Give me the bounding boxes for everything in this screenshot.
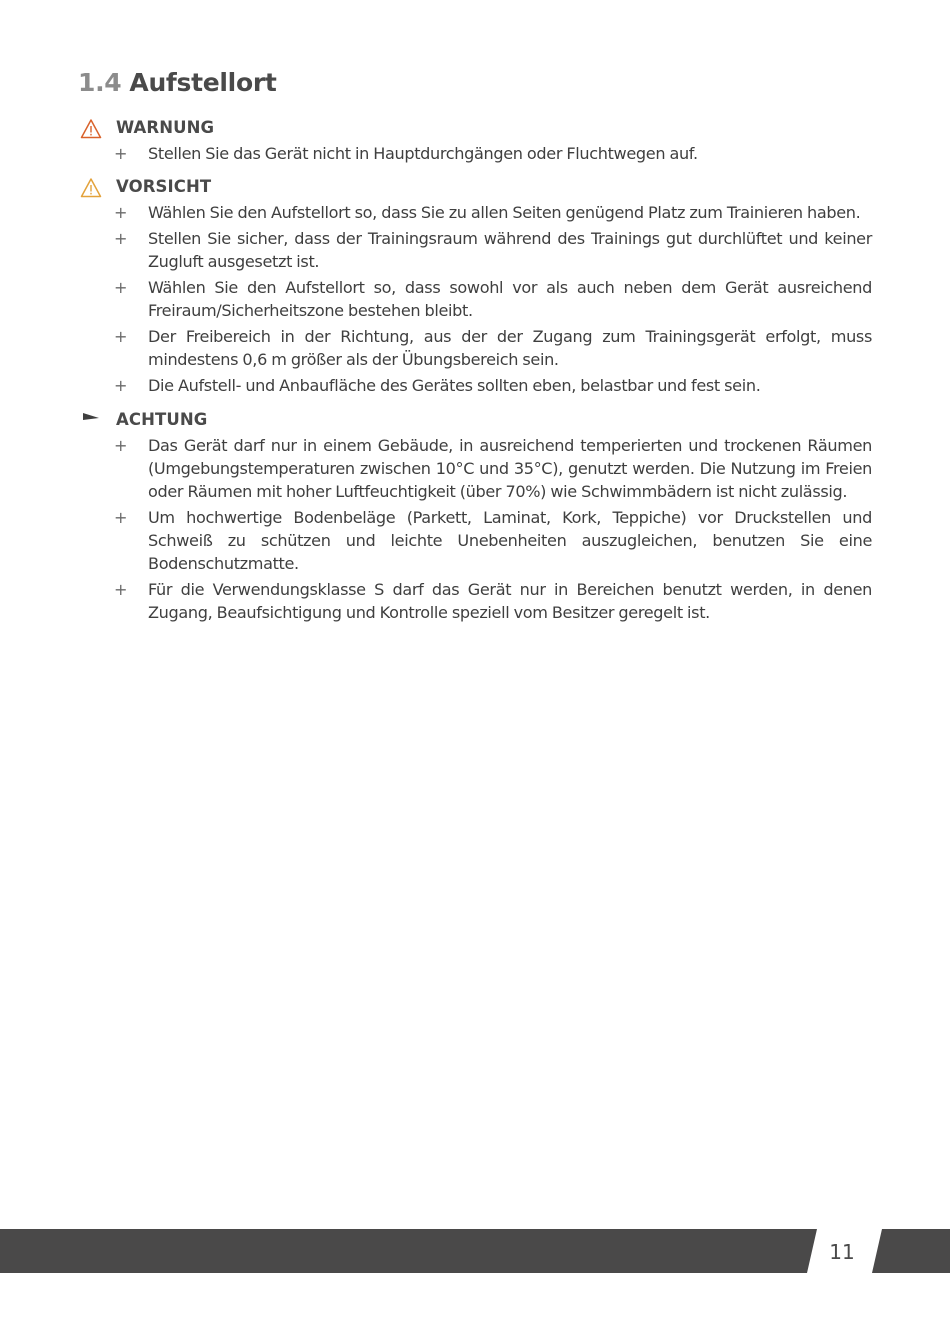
list-item-text: Die Aufstell- und Anbaufläche des Gerätes sollten eben, belastbar und fest sein. (148, 376, 761, 395)
list-item-text: Wählen Sie den Aufstellort so, dass Sie zu allen Seiten genügend Platz zum Trainieren haben. (148, 203, 861, 222)
attention-title: ACHTUNG (116, 410, 208, 429)
list-item: + Wählen Sie den Aufstellort so, dass sowohl vor als auch neben dem Gerät ausreichend Freiraum/Sicherheitszone bestehen bleibt. (114, 278, 872, 320)
list-item: + Die Aufstell- und Anbaufläche des Gerätes sollten eben, belastbar und fest sein. (114, 376, 761, 395)
footer-bar (0, 1229, 950, 1273)
list-item: + Für die Verwendungsklasse S darf das Gerät nur in Bereichen benutzt werden, in denen Zugang, Beaufsichtigung und Kontrolle speziell vom Besitzer geregelt ist. (114, 580, 872, 622)
caution-title: VORSICHT (116, 177, 212, 196)
list-item-text: Stellen Sie sicher, dass der Trainingsraum während des Trainings gut durchlüftet und keiner Zugluft ausgesetzt ist. (148, 229, 872, 271)
list-item: + Stellen Sie sicher, dass der Trainingsraum während des Trainings gut durchlüftet und keiner Zugluft ausgesetzt ist. (114, 229, 872, 271)
caution-triangle-icon (80, 177, 102, 199)
list-item-text: Der Freibereich in der Richtung, aus der der Zugang zum Trainingsgerät erfolgt, muss mindestens 0,6 m größer als der Übungsbereich sein. (148, 327, 872, 369)
attention-header (78, 410, 872, 434)
list-item-text: Für die Verwendungsklasse S darf das Gerät nur in Bereichen benutzt werden, in denen Zugang, Beaufsichtigung und Kontrolle speziell vom Besitzer geregelt ist. (148, 580, 872, 622)
pointer-arrow-icon (80, 410, 102, 432)
caution-section (78, 177, 872, 400)
list-item: + Um hochwertige Bodenbeläge (Parkett, Laminat, Kork, Teppiche) vor Druckstellen und Schweiß zu schützen und leichte Unebenheiten auszugleichen, benutzen Sie eine Bodenschutzmatte. (114, 508, 872, 573)
list-item: + Der Freibereich in der Richtung, aus der der Zugang zum Trainingsgerät erfolgt, muss mindestens 0,6 m größer als der Übungsbereich sein. (114, 327, 872, 369)
attention-list (78, 434, 872, 624)
caution-list (78, 201, 872, 397)
page-number: 11 (829, 1240, 855, 1264)
list-item: + Stellen Sie das Gerät nicht in Hauptdurchgängen oder Fluchtwegen auf. (114, 144, 698, 163)
warning-header (78, 118, 872, 142)
section-number: 1.4 (78, 68, 122, 97)
list-item: + Das Gerät darf nur in einem Gebäude, in ausreichend temperierten und trockenen Räumen (Umgebungstemperaturen zwischen 10°C und 35°C), genutzt werden. Die Nutzung im Freien oder Räumen mit hoher Luftfeuchtigkeit (über 70%) wie Schwimmbädern ist nicht zulässig. (114, 436, 872, 501)
attention-section (78, 410, 872, 627)
list-item-text: Das Gerät darf nur in einem Gebäude, in ausreichend temperierten und trockenen Räumen (Umgebungstemperaturen zwischen 10°C und 35°C), genutzt werden. Die Nutzung im Freien oder Räumen mit hoher Luftfeuchtigkeit (über 70%) wie Schwimmbädern ist nicht zulässig. (148, 436, 872, 501)
section-heading (78, 68, 277, 97)
warning-list (78, 142, 872, 165)
warning-title: WARNUNG (116, 118, 215, 137)
section-title: Aufstellort (129, 68, 277, 97)
warning-section (78, 118, 872, 168)
list-item-text: Wählen Sie den Aufstellort so, dass sowohl vor als auch neben dem Gerät ausreichend Freiraum/Sicherheitszone bestehen bleibt. (148, 278, 872, 320)
warning-triangle-icon (80, 118, 102, 140)
list-item-text: Stellen Sie das Gerät nicht in Hauptdurchgängen oder Fluchtwegen auf. (148, 144, 698, 163)
caution-header (78, 177, 872, 201)
list-item-text: Um hochwertige Bodenbeläge (Parkett, Laminat, Kork, Teppiche) vor Druckstellen und Schweiß zu schützen und leichte Unebenheiten auszugleichen, benutzen Sie eine Bodenschutzmatte. (148, 508, 872, 573)
list-item: + Wählen Sie den Aufstellort so, dass Sie zu allen Seiten genügend Platz zum Trainieren haben. (114, 203, 861, 222)
